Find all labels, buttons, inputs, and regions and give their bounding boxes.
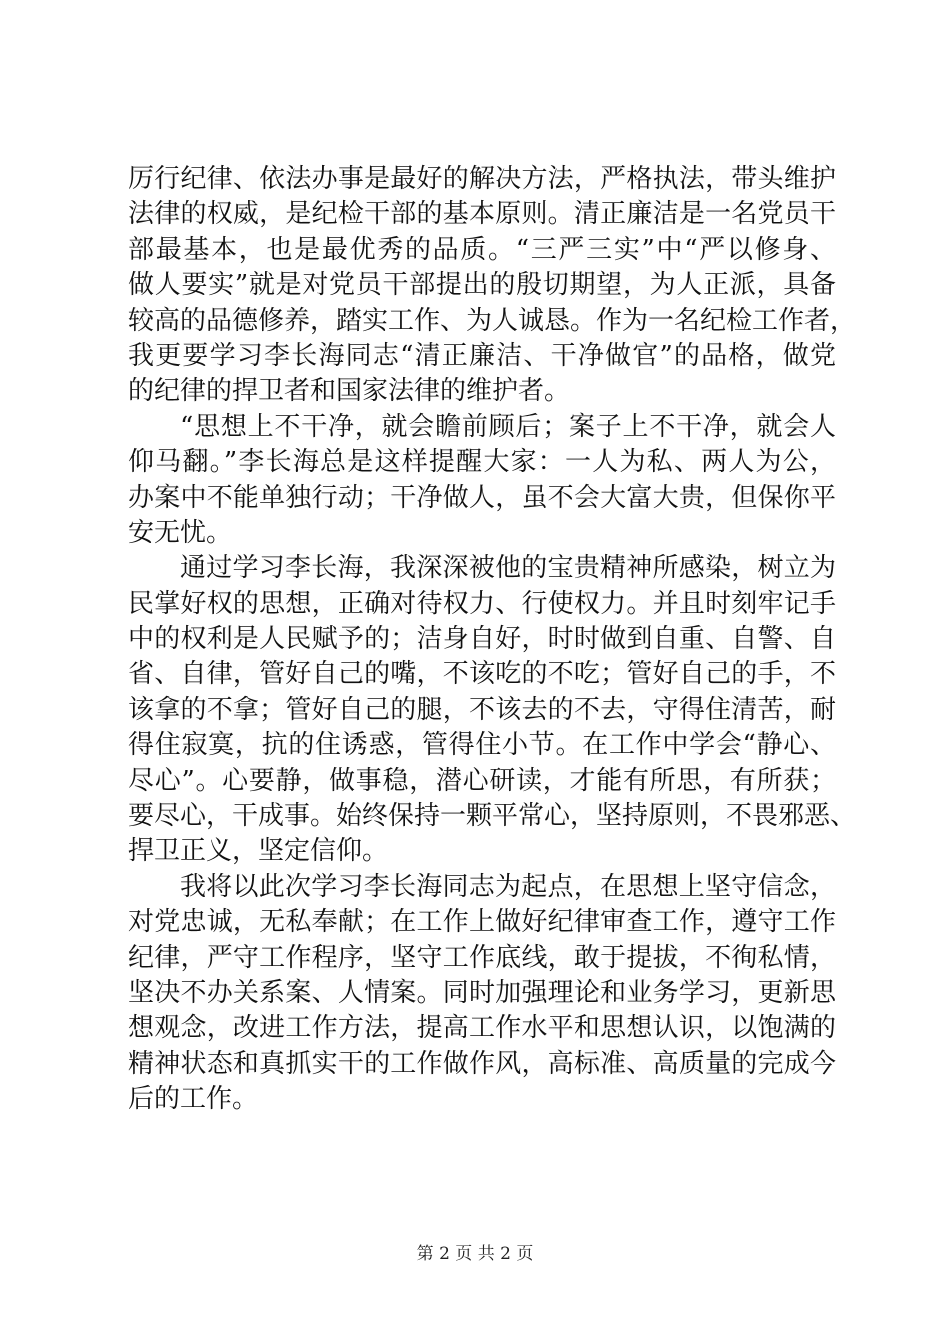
text-line: 要尽心，干成事。始终保持一颗平常心，坚持原则，不畏邪恶、: [128, 801, 857, 832]
text-line: 精神状态和真抓实干的工作做作风，高标准、高质量的完成今: [128, 1048, 836, 1079]
text-line: 尽心”。心要静，做事稳，潜心研读，才能有所思，有所获；: [128, 765, 836, 796]
text-line: 厉行纪律、依法办事是最好的解决方法，严格执法，带头维护: [128, 164, 836, 194]
text-line: 部最基本，也是最优秀的品质。“三严三实”中“严以修身、: [128, 234, 836, 265]
page-footer: [0, 1243, 950, 1265]
text-line: 省、自律，管好自己的嘴，不该吃的不吃；管好自己的手，不: [128, 659, 836, 690]
paragraph: [128, 162, 857, 410]
text-line: 法律的权威，是纪检干部的基本原则。清正廉洁是一名党员干: [128, 199, 836, 230]
page-number: 第 2 页 共 2 页: [416, 1244, 534, 1264]
text-line: 仰马翻。”李长海总是这样提醒大家：一人为私、两人为公，: [128, 447, 836, 478]
text-line: 得住寂寞，抗的住诱惑，管得住小节。在工作中学会“静心、: [128, 730, 836, 761]
paragraph: [128, 551, 857, 870]
paragraph: [128, 410, 836, 552]
text-line: 民掌好权的思想，正确对待权力、行使权力。并且时刻牢记手: [128, 588, 836, 619]
text-line: 该拿的不拿；管好自己的腿，不该去的不去，守得住清苦，耐: [128, 694, 836, 725]
text-line: 坚决不办关系案、人情案。同时加强理论和业务学习，更新思: [128, 977, 836, 1008]
text-line: 做人要实”就是对党员干部提出的殷切期望，为人正派，具备: [128, 270, 836, 301]
text-line: 我将以此次学习李长海同志为起点，在思想上坚守信念，: [180, 871, 836, 902]
text-line: 中的权利是人民赋予的；洁身自好，时时做到自重、自警、自: [128, 624, 836, 655]
text-line: “思想上不干净，就会瞻前顾后；案子上不干净，就会人: [180, 411, 836, 442]
text-line: 捍卫正义，坚定信仰。: [128, 836, 389, 867]
text-line: 后的工作。: [128, 1084, 259, 1115]
text-line: 对党忠诚，无私奉献；在工作上做好纪律审查工作，遵守工作: [128, 907, 836, 938]
text-line: 安无忧。: [128, 517, 233, 548]
text-line: 纪律，严守工作程序，坚守工作底线，敢于提拔，不徇私情，: [128, 942, 836, 973]
document-body: [128, 162, 857, 1118]
text-line: 较高的品德修养，踏实工作、为人诚恳。作为一名纪检工作者，: [128, 305, 857, 336]
paragraph: [128, 870, 836, 1118]
text-line: 想观念，改进工作方法，提高工作水平和思想认识，以饱满的: [128, 1013, 836, 1044]
text-line: 通过学习李长海，我深深被他的宝贵精神所感染，树立为: [180, 553, 836, 584]
text-line: 的纪律的捍卫者和国家法律的维护者。: [128, 376, 571, 407]
text-line: 我更要学习李长海同志“清正廉洁、干净做官”的品格，做党: [128, 340, 836, 371]
text-line: 办案中不能单独行动；干净做人，虽不会大富大贵，但保你平: [128, 482, 836, 513]
